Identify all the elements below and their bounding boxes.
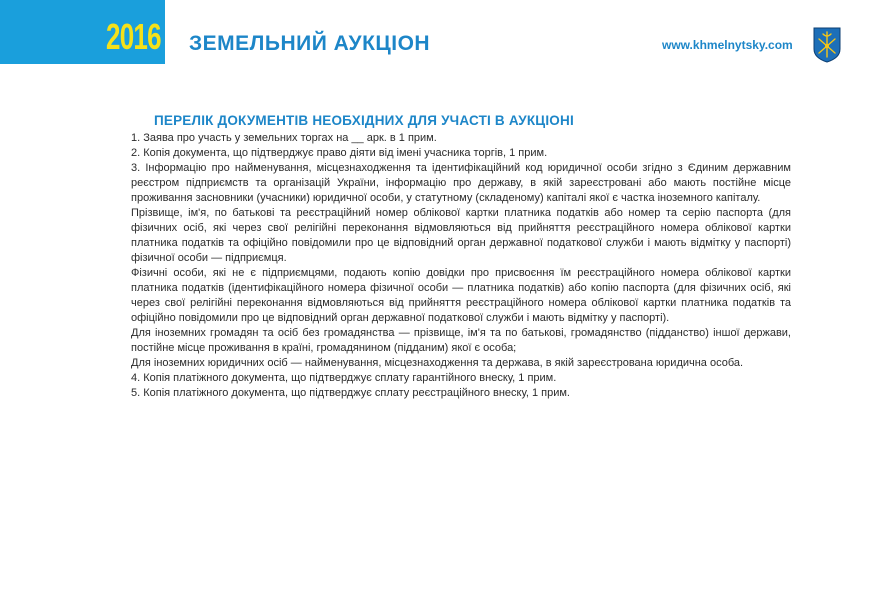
paragraph-foreign-legal-entities: Для іноземних юридичних осіб — найменування, місцезнаходження та держава, в якій зареєстрована юридична особа. bbox=[131, 357, 744, 369]
year-label: 2016 bbox=[106, 16, 161, 57]
paragraph-individuals: Фізичні особи, які не є підприємцями, подають копію довідки про присвоєння їм реєстраційного номера облікової картки платника податків (ідентифікаційного номера фізичної особи — платника податків) або копію паспорта (для фізичних осіб, які через свої релігійні переконання відмовляються від прийняття реєстраційного номера облікової картки платника податків та офіційно повідомили про це відповідний орган державної податкової служби і мають відмітку у паспорті). bbox=[131, 267, 791, 324]
list-item-5: 5. Копія платіжного документа, що підтверджує сплату реєстраційного внеску, 1 прим. bbox=[131, 387, 570, 399]
paragraph-entrepreneur: Прізвище, ім'я, по батькові та реєстраційний номер облікової картки платника податків або номер та серію паспорта (для фізичних осіб, які через свої релігійні переконання відмовляються від прийняття реєстраційного номера облікової картки платника податків та офіційно повідомили про це відповідний орган державної податкової служби і мають відмітку у паспорті) фізичної особи — підприємця. bbox=[131, 207, 791, 264]
website-link[interactable]: www.khmelnytsky.com bbox=[662, 38, 793, 52]
paragraph-foreign-citizens: Для іноземних громадян та осіб без громадянства — прізвище, ім'я та по батькові, громадянство (підданство) іншої держави, постійне місце проживання в країні, громадянином (підданим) якої є особа; bbox=[131, 327, 791, 354]
document-title: ПЕРЕЛІК ДОКУМЕНТІВ НЕОБХІДНИХ ДЛЯ УЧАСТІ В АУКЦІОНІ bbox=[154, 113, 574, 128]
list-item-3: 3. Інформацію про найменування, місцезнаходження та ідентифікаційний код юридичної особи згідно з Єдиним державним реєстром підприємств та організацій України, інформацію про державу, в якій зареєстровані або мають постійне місце проживання засновники (учасники) юридичної особи, у статутному (складеному) капіталі якої є частка іноземного капіталу. bbox=[131, 162, 791, 204]
year-banner bbox=[0, 0, 165, 64]
list-item-4: 4. Копія платіжного документа, що підтверджує сплату гарантійного внеску, 1 прим. bbox=[131, 372, 557, 384]
header-title: ЗЕМЕЛЬНИЙ АУКЦІОН bbox=[189, 32, 431, 55]
document-body bbox=[131, 131, 791, 401]
khmelnytsky-coat-of-arms-icon bbox=[813, 27, 841, 63]
list-item-2: 2. Копія документа, що підтверджує право діяти від імені учасника торгів, 1 прим. bbox=[131, 147, 548, 159]
list-item-1: 1. Заява про участь у земельних торгах на __ арк. в 1 прим. bbox=[131, 132, 437, 144]
